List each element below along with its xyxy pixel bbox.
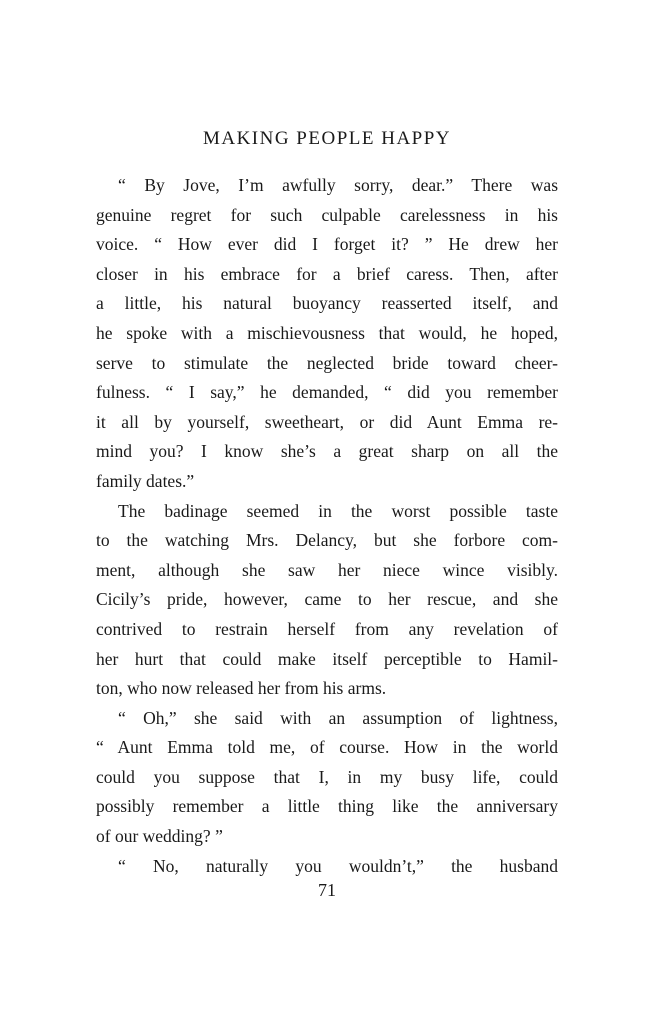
text-line: “ No, naturally you wouldn’t,” the husband xyxy=(118,855,558,876)
text-line: “ Aunt Emma told me, of course. How in the world xyxy=(96,737,558,758)
text-line: her hurt that could make itself perceptible to Hamil- xyxy=(96,648,558,669)
text-line: ment, although she saw her niece wince visibly. xyxy=(96,559,558,580)
page-number: 71 xyxy=(318,880,336,900)
text-line: The badinage seemed in the worst possible taste xyxy=(118,500,558,521)
text-line: serve to stimulate the neglected bride toward cheer- xyxy=(96,352,558,373)
text-line: fulness. “ I say,” he demanded, “ did you remember xyxy=(96,382,558,403)
text-line: could you suppose that I, in my busy life, could xyxy=(96,766,558,787)
text-line: contrived to restrain herself from any revelation of xyxy=(96,618,558,639)
text-line: of our wedding? ” xyxy=(96,826,223,847)
text-line: ton, who now released her from his arms. xyxy=(96,678,387,699)
text-line: a little, his natural buoyancy reasserted itself, and xyxy=(96,293,558,314)
text-line: “ Oh,” she said with an assumption of lightness, xyxy=(118,707,558,728)
text-line: Cicily’s pride, however, came to her rescue, and she xyxy=(96,589,558,610)
text-line: voice. “ How ever did I forget it? ” He drew her xyxy=(96,234,558,255)
text-line: it all by yourself, sweetheart, or did Aunt Emma re- xyxy=(96,411,558,432)
text-line: family dates.” xyxy=(96,470,195,491)
text-line: he spoke with a mischievousness that would, he hoped, xyxy=(96,322,558,343)
text-line: genuine regret for such culpable carelessness in his xyxy=(96,204,558,225)
text-line: to the watching Mrs. Delancy, but she forbore com- xyxy=(96,530,558,551)
text-line: closer in his embrace for a brief caress. Then, after xyxy=(96,263,558,284)
running-title: MAKING PEOPLE HAPPY xyxy=(202,128,452,149)
text-line: “ By Jove, I’m awfully sorry, dear.” There was xyxy=(118,175,558,195)
text-line: possibly remember a little thing like the anniversary xyxy=(96,796,558,817)
text-line: mind you? I know she’s a great sharp on all the xyxy=(96,441,558,462)
body-text xyxy=(96,171,558,881)
